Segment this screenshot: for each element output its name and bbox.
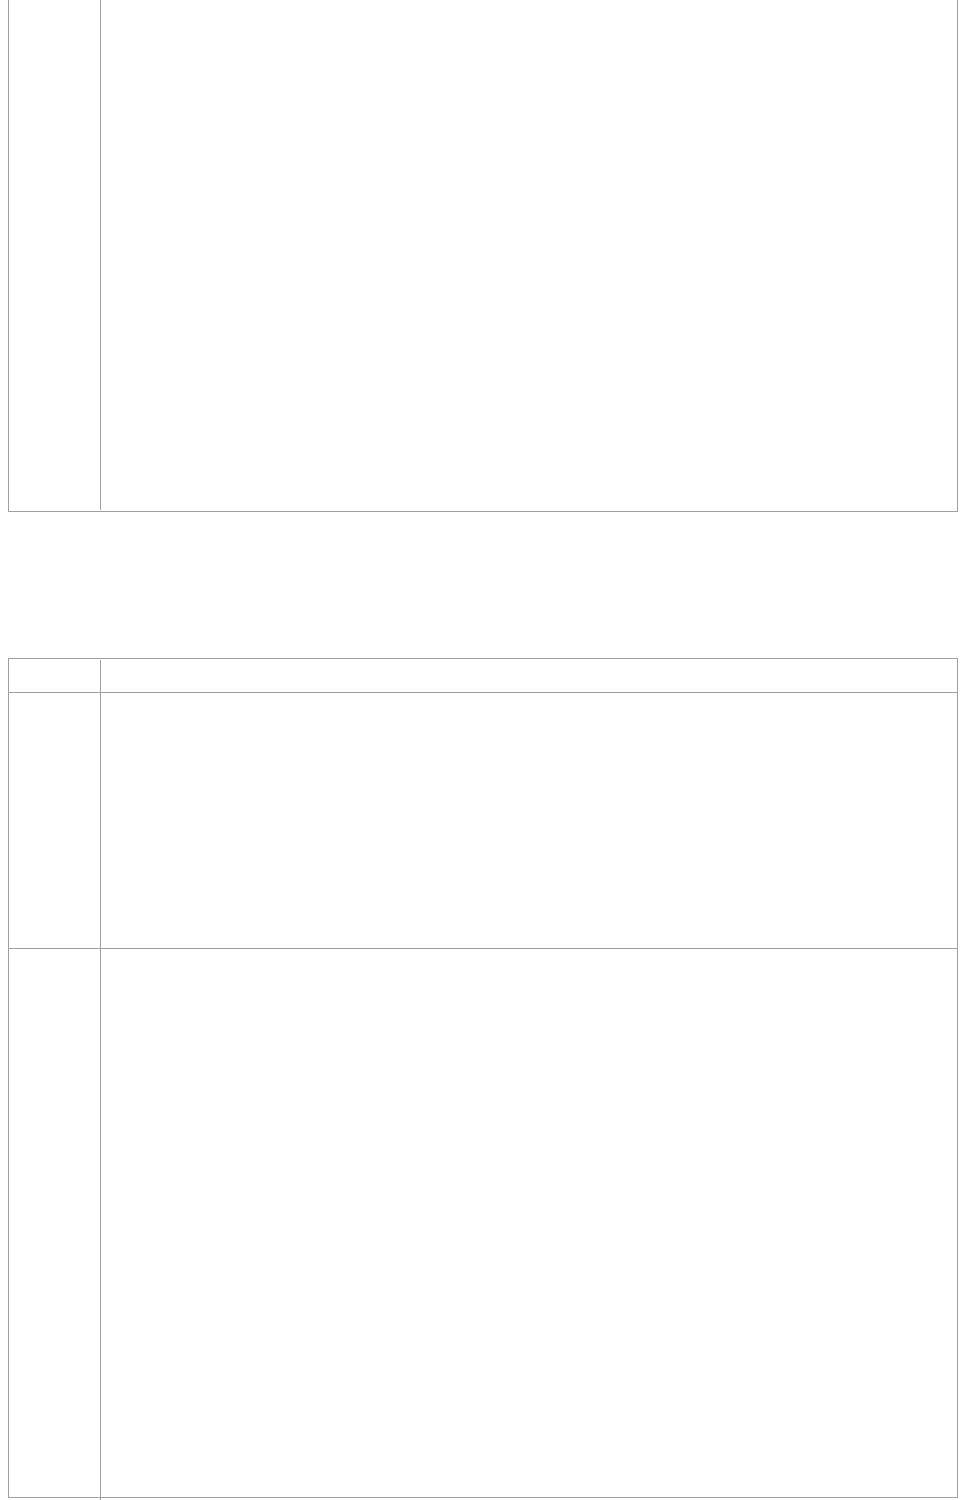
header-row-divider xyxy=(9,692,957,693)
symptoms-table xyxy=(8,658,958,1498)
top-table-column-divider xyxy=(100,0,101,510)
czytanie-row-divider xyxy=(9,948,957,949)
symptoms-table-column-divider xyxy=(100,660,101,1500)
top-table xyxy=(8,0,958,512)
